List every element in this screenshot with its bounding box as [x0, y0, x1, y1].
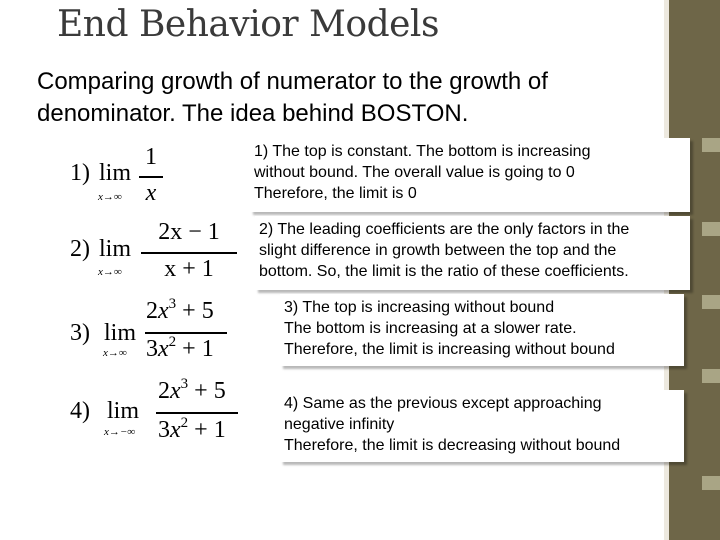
numerator: 1 [145, 144, 157, 170]
explanation-line: Therefore, the limit is increasing without bound [284, 341, 615, 358]
limit-operator: lim [107, 398, 140, 424]
formula-label: 4) [70, 398, 90, 424]
numerator: $2x^3 + 5$ [146, 296, 214, 324]
fraction-bar [141, 252, 237, 254]
explanation-box-1 [250, 138, 690, 212]
sidebar-tick [702, 476, 720, 490]
limit-subscript: x→∞ [103, 347, 127, 359]
numerator: $2x^3 + 5$ [158, 376, 226, 404]
formula-label: 1) [70, 160, 90, 186]
fraction-bar [139, 176, 163, 178]
formula-label: 3) [70, 320, 90, 346]
denominator: $3x^2 + 1$ [146, 334, 214, 362]
limit-operator: lim [99, 236, 132, 262]
limit-subscript: x→∞ [98, 191, 122, 203]
explanation-box-4 [280, 390, 684, 462]
sidebar-tick [702, 295, 720, 309]
fraction-bar [145, 332, 227, 334]
denominator: x [145, 180, 157, 206]
explanation-line: slight difference in growth between the top and the [259, 242, 617, 259]
fraction-bar [156, 412, 238, 414]
page-subtitle: Comparing growth of numerator to the growth of denominator. The idea behind BOSTON. [37, 68, 548, 127]
explanation-line: 1) The top is constant. The bottom is increasing [254, 143, 591, 160]
limit-subscript: x→−∞ [104, 426, 136, 438]
explanation-line: Therefore, the limit is 0 [254, 185, 417, 202]
explanation-box-2 [255, 216, 690, 290]
denominator: $3x^2 + 1$ [158, 415, 226, 443]
explanation-line: 3) The top is increasing without bound [284, 299, 555, 316]
formula-label: 2) [70, 236, 90, 262]
limit-operator: lim [99, 160, 132, 186]
explanation-line: 2) The leading coefficients are the only factors in the [259, 221, 630, 238]
explanation-box-3 [280, 294, 684, 366]
numerator: 2x − 1 [158, 219, 220, 245]
explanation-line: negative infinity [284, 416, 395, 433]
denominator: x + 1 [164, 256, 214, 282]
sidebar-tick [702, 138, 720, 152]
explanation-line: The bottom is increasing at a slower rate. [284, 320, 577, 337]
limit-subscript: x→∞ [98, 266, 122, 278]
explanation-line: bottom. So, the limit is the ratio of these coefficients. [259, 263, 629, 280]
explanation-line: without bound. The overall value is going to 0 [254, 164, 575, 181]
page-title: End Behavior Models [57, 4, 439, 45]
explanation-line: Therefore, the limit is decreasing without bound [284, 437, 621, 454]
sidebar-tick [702, 222, 720, 236]
explanation-line: 4) Same as the previous except approaching [284, 395, 602, 412]
sidebar-tick [702, 369, 720, 383]
limit-operator: lim [104, 320, 137, 346]
